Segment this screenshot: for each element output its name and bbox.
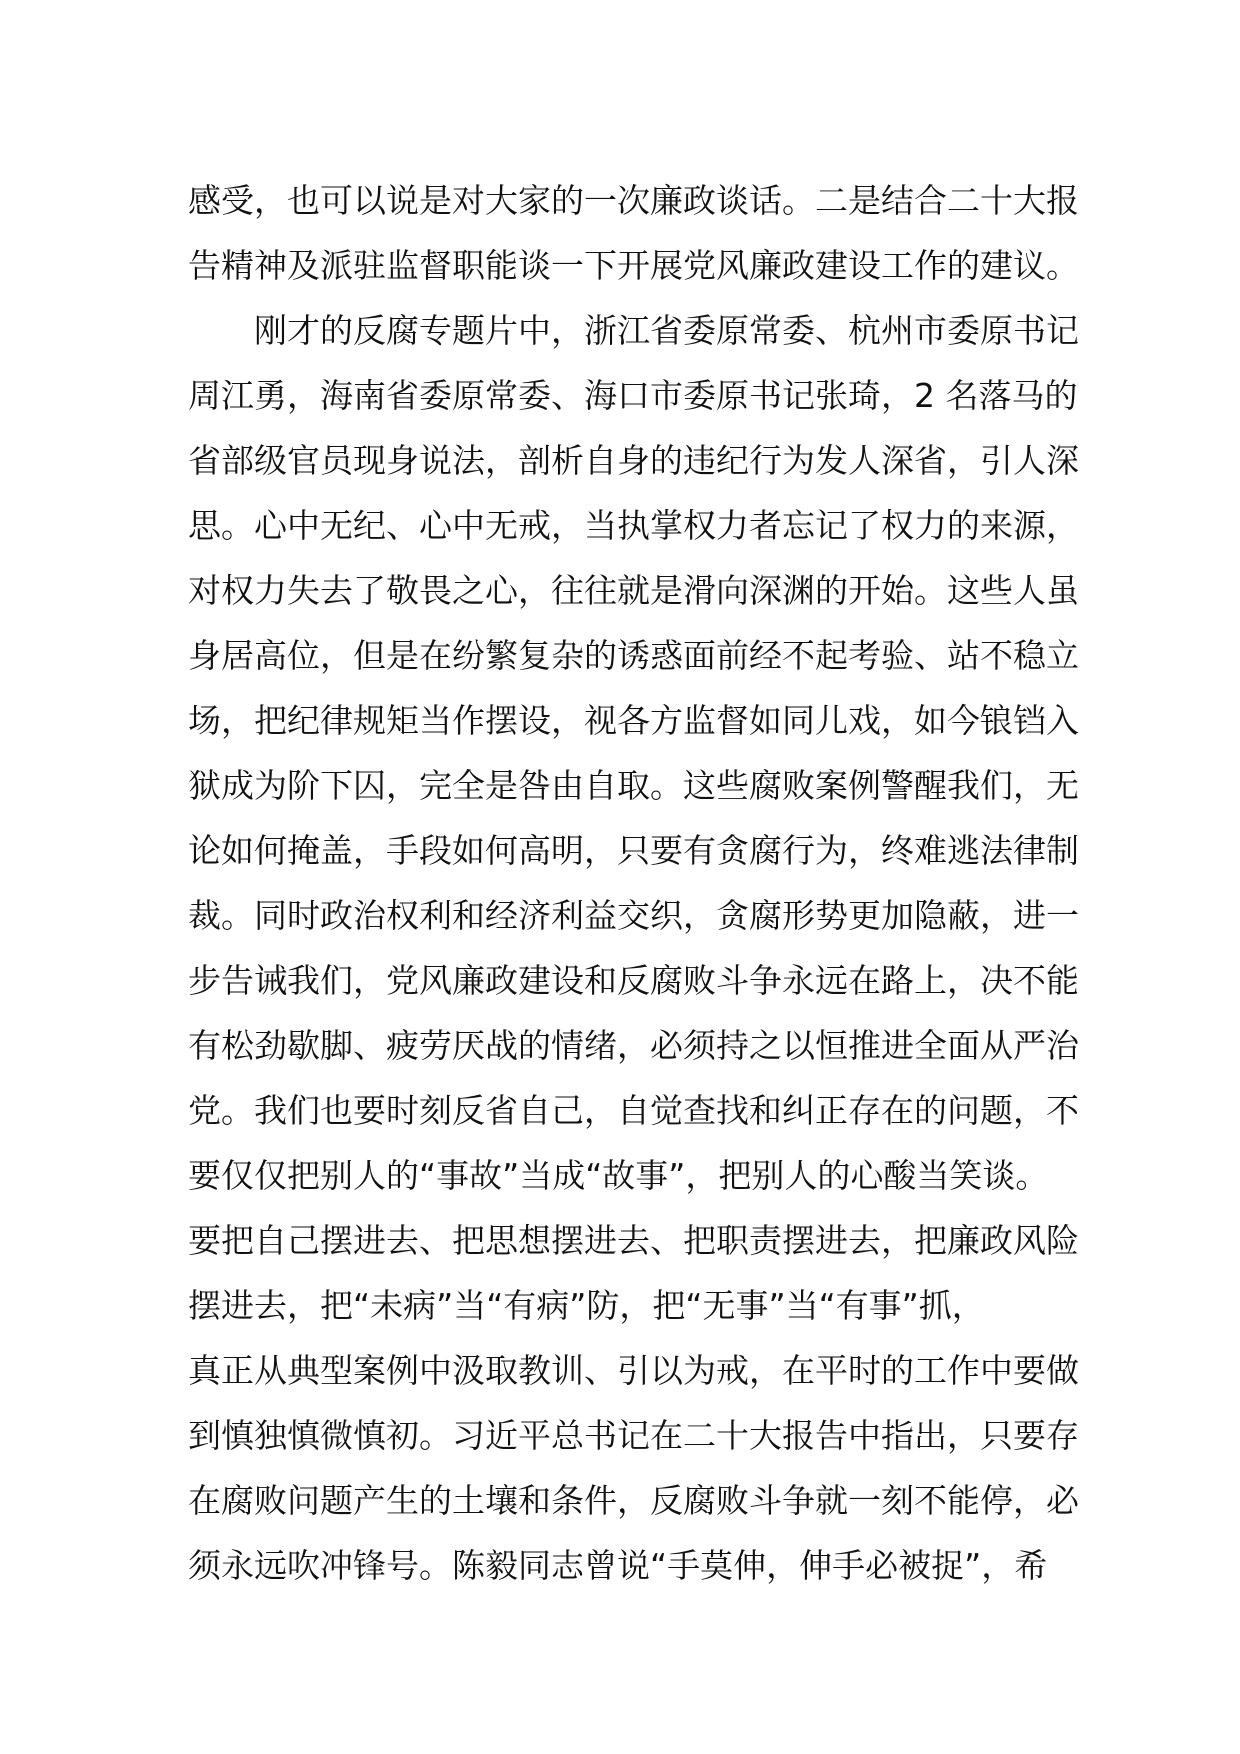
document-body <box>188 168 1088 1598</box>
text-line: 裁。同时政治权利和经济利益交织，贪腐形势更加隐蔽，进一 <box>188 896 1079 935</box>
text-line: 在腐败问题产生的土壤和条件，反腐败斗争就一刻不能停，必 <box>188 1481 1079 1520</box>
text-line: 须永远吹冲锋号。陈毅同志曾说“手莫伸，伸手必被捉”，希 <box>188 1546 1048 1585</box>
text-line: 省部级官员现身说法，剖析自身的违纪行为发人深省，引人深 <box>188 441 1079 480</box>
text-line: 对权力失去了敬畏之心，往往就是滑向深渊的开始。这些人虽 <box>188 571 1079 610</box>
text-line: 周江勇，海南省委原常委、海口市委原书记张琦，2 名落马的 <box>188 376 1078 415</box>
text-line: 要把自己摆进去、把思想摆进去、把职责摆进去，把廉政风险 <box>188 1221 1079 1260</box>
text-line: 党。我们也要时刻反省自己，自觉查找和纠正存在的问题，不 <box>188 1091 1079 1130</box>
text-line: 场，把纪律规矩当作摆设，视各方监督如同儿戏，如今锒铛入 <box>188 701 1079 740</box>
text-line: 感受，也可以说是对大家的一次廉政谈话。二是结合二十大报 <box>188 181 1079 220</box>
text-line: 论如何掩盖，手段如何高明，只要有贪腐行为，终难逃法律制 <box>188 831 1079 870</box>
text-line: 狱成为阶下囚，完全是咎由自取。这些腐败案例警醒我们，无 <box>188 766 1079 805</box>
text-line: 要仅仅把别人的“事故”当成“故事”，把别人的心酸当笑谈。 <box>188 1156 1049 1195</box>
paragraph-start-line: 刚才的反腐专题片中，浙江省委原常委、杭州市委原书记 <box>254 311 1079 350</box>
text-line: 告精神及派驻监督职能谈一下开展党风廉政建设工作的建议。 <box>188 246 1079 285</box>
text-line: 步告诫我们，党风廉政建设和反腐败斗争永远在路上，决不能 <box>188 961 1079 1000</box>
text-line: 身居高位，但是在纷繁复杂的诱惑面前经不起考验、站不稳立 <box>188 636 1079 675</box>
text-line: 摆进去，把“未病”当“有病”防，把“无事”当“有事”抓， <box>188 1286 985 1325</box>
text-line: 有松劲歇脚、疲劳厌战的情绪，必须持之以恒推进全面从严治 <box>188 1026 1079 1065</box>
text-line: 思。心中无纪、心中无戒，当执掌权力者忘记了权力的来源， <box>188 506 1079 545</box>
text-line: 真正从典型案例中汲取教训、引以为戒，在平时的工作中要做 <box>188 1351 1079 1390</box>
text-line: 到慎独慎微慎初。习近平总书记在二十大报告中指出，只要存 <box>188 1416 1079 1455</box>
